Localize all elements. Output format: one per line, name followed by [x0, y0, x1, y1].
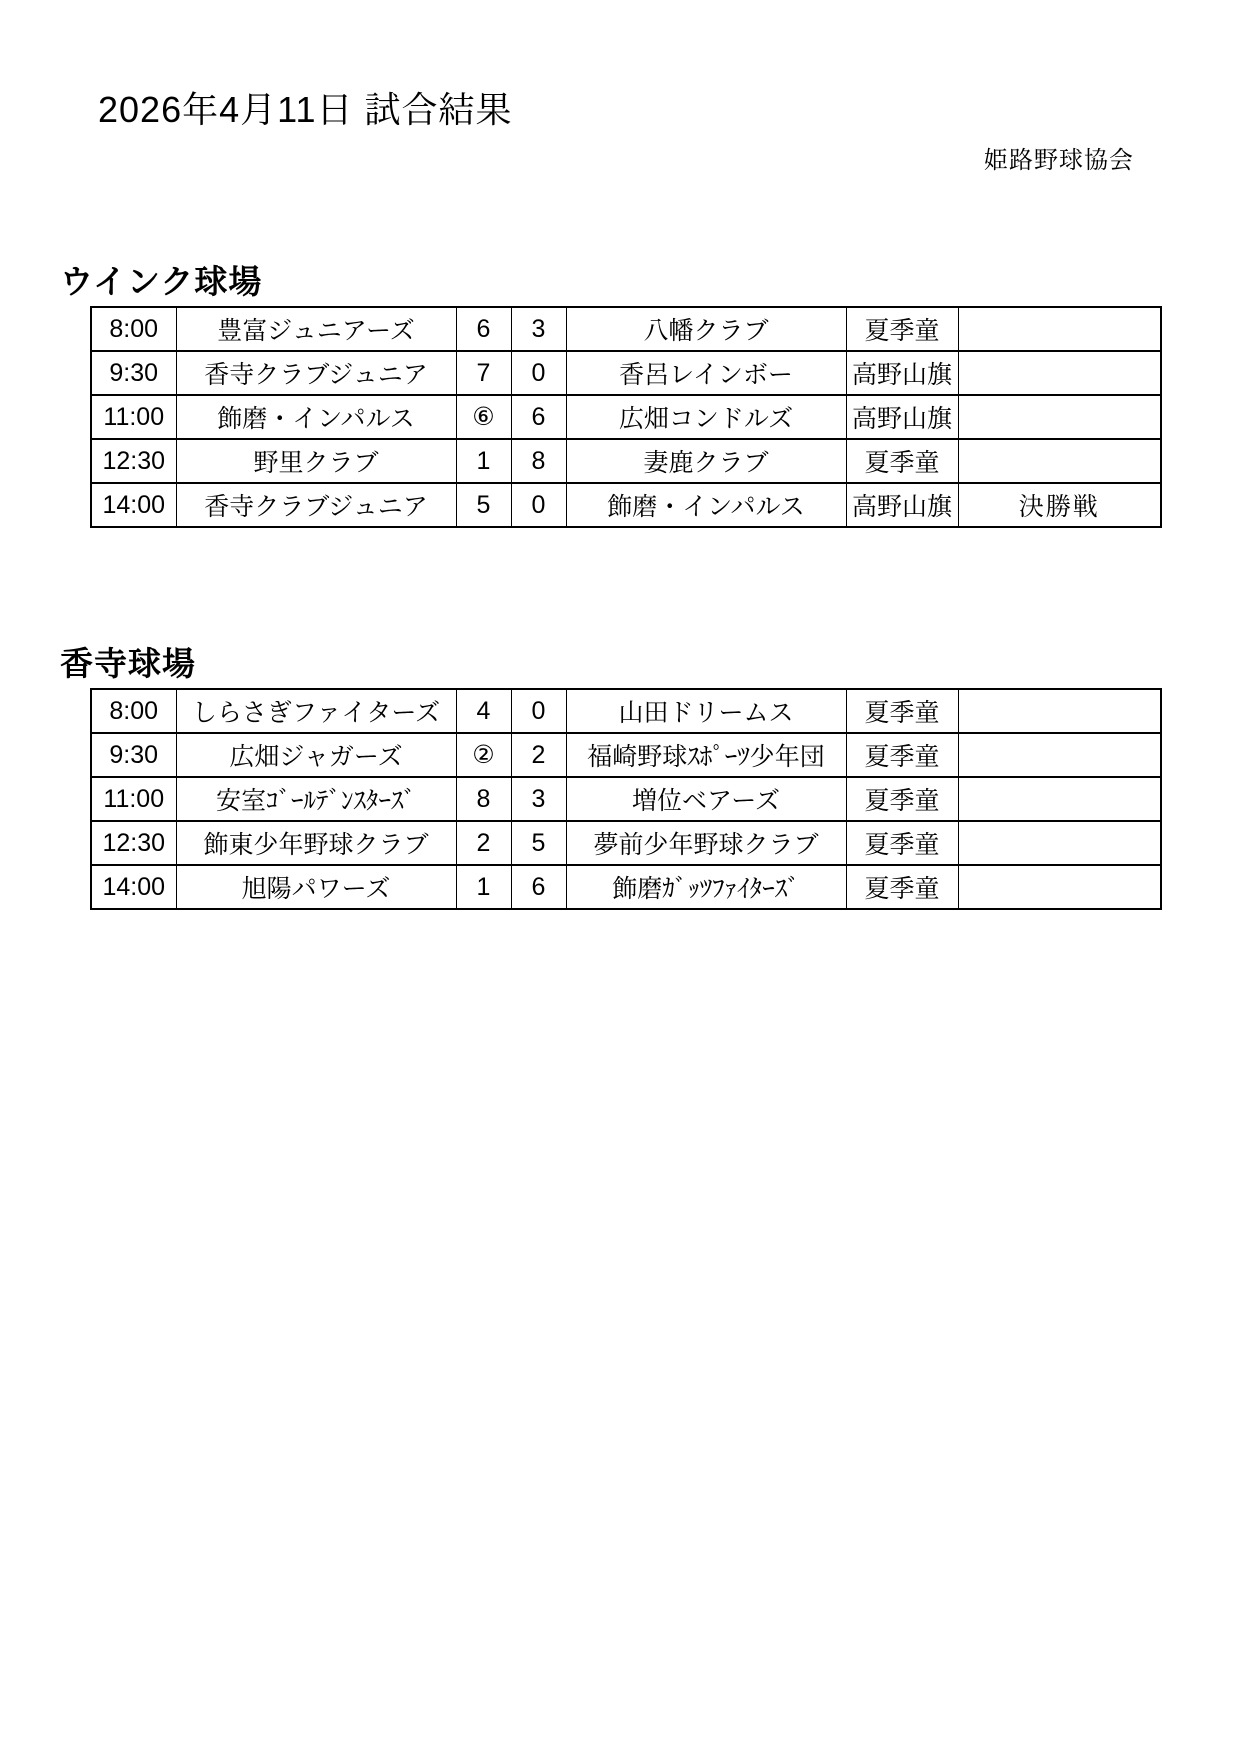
cell-away-score: 8 [511, 439, 566, 483]
game-row [91, 689, 1161, 733]
cell-category: 夏季童 [846, 439, 958, 483]
cell-home-team: 旭陽パワーズ [176, 865, 456, 909]
cell-home-score: 1 [456, 439, 511, 483]
cell-time: 11:00 [91, 395, 176, 439]
cell-away-score: 0 [511, 351, 566, 395]
venue-section-wink [60, 260, 1170, 528]
cell-away-team: 夢前少年野球クラブ [566, 821, 846, 865]
cell-away-team: 妻鹿クラブ [566, 439, 846, 483]
cell-home-score: 8 [456, 777, 511, 821]
cell-home-score: 2 [456, 821, 511, 865]
cell-note [958, 865, 1161, 909]
cell-home-team: 香寺クラブジュニア [176, 483, 456, 527]
game-row [91, 395, 1161, 439]
game-row [91, 733, 1161, 777]
cell-home-score: 6 [456, 307, 511, 351]
cell-away-score: 3 [511, 777, 566, 821]
cell-home-team: 飾東少年野球クラブ [176, 821, 456, 865]
cell-time: 12:30 [91, 439, 176, 483]
cell-away-score: 5 [511, 821, 566, 865]
cell-note [958, 395, 1161, 439]
cell-category: 夏季童 [846, 821, 958, 865]
cell-home-score: 4 [456, 689, 511, 733]
cell-home-team: 野里クラブ [176, 439, 456, 483]
organization-name: 姫路野球協会 [984, 147, 1134, 174]
cell-home-team: 安室ｺﾞｰﾙﾃﾞﾝｽﾀｰｽﾞ [176, 777, 456, 821]
cell-time: 8:00 [91, 307, 176, 351]
cell-away-team: 香呂レインボー [566, 351, 846, 395]
cell-time: 11:00 [91, 777, 176, 821]
cell-away-team: 広畑コンドルズ [566, 395, 846, 439]
cell-home-team: 飾磨・インパルス [176, 395, 456, 439]
cell-category: 夏季童 [846, 777, 958, 821]
cell-category: 高野山旗 [846, 483, 958, 527]
game-row [91, 439, 1161, 483]
cell-home-score: ② [456, 733, 511, 777]
results-table [90, 688, 1162, 910]
cell-home-team: 香寺クラブジュニア [176, 351, 456, 395]
cell-home-team: 広畑ジャガーズ [176, 733, 456, 777]
cell-away-score: 2 [511, 733, 566, 777]
cell-time: 14:00 [91, 865, 176, 909]
game-row [91, 307, 1161, 351]
cell-time: 8:00 [91, 689, 176, 733]
cell-home-score: ⑥ [456, 395, 511, 439]
cell-category: 夏季童 [846, 865, 958, 909]
game-row [91, 821, 1161, 865]
cell-note [958, 733, 1161, 777]
cell-category: 高野山旗 [846, 395, 958, 439]
cell-category: 夏季童 [846, 689, 958, 733]
cell-time: 9:30 [91, 351, 176, 395]
venue-section-kodera [60, 642, 1170, 910]
cell-category: 夏季童 [846, 307, 958, 351]
cell-time: 14:00 [91, 483, 176, 527]
game-row [91, 865, 1161, 909]
cell-time: 12:30 [91, 821, 176, 865]
results-table-body [91, 689, 1161, 909]
cell-home-score: 1 [456, 865, 511, 909]
results-table [90, 306, 1162, 528]
cell-note [958, 689, 1161, 733]
cell-category: 高野山旗 [846, 351, 958, 395]
venue-title: ウインク球場 [60, 263, 263, 300]
cell-time: 9:30 [91, 733, 176, 777]
cell-note [958, 351, 1161, 395]
game-row [91, 483, 1161, 527]
cell-away-score: 0 [511, 689, 566, 733]
cell-home-score: 7 [456, 351, 511, 395]
cell-category: 夏季童 [846, 733, 958, 777]
results-table-body [91, 307, 1161, 527]
cell-away-score: 0 [511, 483, 566, 527]
venue-title: 香寺球場 [60, 645, 196, 682]
cell-away-team: 飾磨・インパルス [566, 483, 846, 527]
cell-away-score: 6 [511, 865, 566, 909]
cell-home-team: しらさぎファイターズ [176, 689, 456, 733]
cell-note [958, 307, 1161, 351]
page-title: 2026年4月11日 試合結果 [98, 89, 513, 130]
cell-away-team: 飾磨ｶﾞｯﾂﾌｧｲﾀｰｽﾞ [566, 865, 846, 909]
cell-home-team: 豊富ジュニアーズ [176, 307, 456, 351]
cell-note [958, 439, 1161, 483]
cell-note: 決勝戦 [958, 483, 1161, 527]
cell-away-team: 福崎野球ｽﾎﾟｰﾂ少年団 [566, 733, 846, 777]
game-row [91, 351, 1161, 395]
cell-away-score: 3 [511, 307, 566, 351]
cell-away-team: 八幡クラブ [566, 307, 846, 351]
game-row [91, 777, 1161, 821]
cell-note [958, 821, 1161, 865]
cell-home-score: 5 [456, 483, 511, 527]
cell-away-score: 6 [511, 395, 566, 439]
cell-note [958, 777, 1161, 821]
cell-away-team: 増位ベアーズ [566, 777, 846, 821]
cell-away-team: 山田ドリームス [566, 689, 846, 733]
